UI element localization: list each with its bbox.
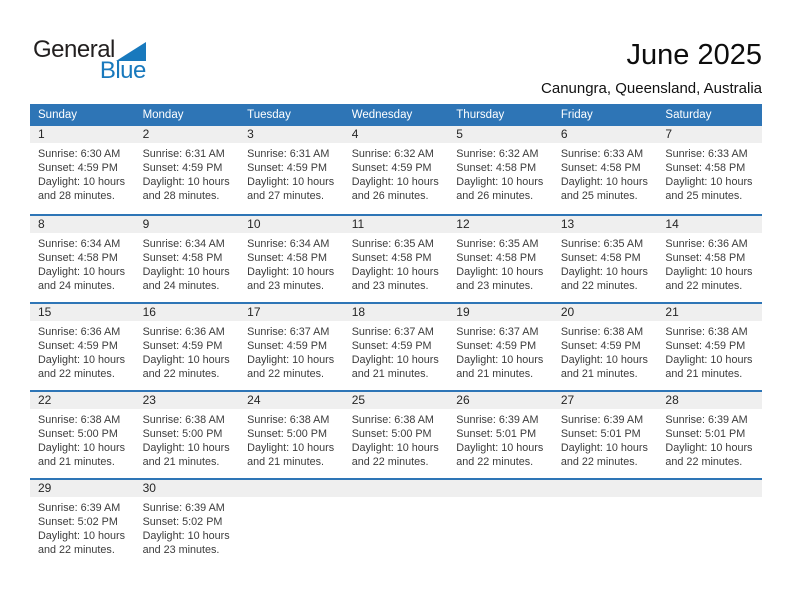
day-sunset-text: Sunset: 4:59 PM	[560, 340, 641, 352]
day-details	[553, 233, 658, 293]
day-number-empty	[344, 480, 449, 497]
day-details	[553, 321, 658, 381]
week-row-2	[30, 214, 762, 302]
day-cell-11	[344, 216, 449, 302]
day-sunrise-text: Sunrise: 6:33 AM	[560, 148, 644, 160]
logo-text-general: General	[33, 36, 115, 63]
day-cell-17	[239, 304, 344, 390]
day-sunrise-text: Sunrise: 6:35 AM	[456, 238, 539, 250]
day-daylight1-text: Daylight: 10 hours	[38, 176, 126, 188]
day-sunrise-text: Sunrise: 6:38 AM	[247, 414, 330, 426]
day-cell-26	[448, 392, 553, 478]
day-daylight1-text: Daylight: 10 hours	[456, 266, 544, 278]
day-daylight1-text: Daylight: 10 hours	[560, 354, 648, 366]
day-details	[30, 233, 135, 293]
day-daylight2-text: and 26 minutes.	[456, 190, 534, 202]
day-daylight2-text: and 21 minutes.	[456, 368, 534, 380]
day-header-sunday: Sunday	[38, 109, 78, 121]
day-number: 21	[657, 304, 762, 321]
day-daylight2-text: and 24 minutes.	[142, 280, 220, 292]
day-daylight1-text: Daylight: 10 hours	[142, 354, 230, 366]
day-details	[657, 409, 762, 469]
day-daylight1-text: Daylight: 10 hours	[665, 176, 753, 188]
day-details	[239, 143, 344, 203]
day-number: 11	[344, 216, 449, 233]
day-daylight1-text: Daylight: 10 hours	[456, 176, 544, 188]
page-title: June 2025	[626, 39, 762, 71]
day-daylight2-text: and 22 minutes.	[560, 456, 638, 468]
day-number-empty	[657, 480, 762, 497]
day-sunset-text: Sunset: 4:58 PM	[560, 162, 641, 174]
day-number: 7	[657, 126, 762, 143]
calendar-grid	[30, 126, 762, 566]
day-sunrise-text: Sunrise: 6:37 AM	[247, 326, 330, 338]
day-sunset-text: Sunset: 4:59 PM	[247, 162, 327, 174]
day-details	[657, 143, 762, 203]
day-sunrise-text: Sunrise: 6:39 AM	[38, 502, 121, 514]
day-daylight2-text: and 23 minutes.	[247, 280, 324, 292]
day-details	[239, 409, 344, 469]
day-number: 20	[553, 304, 658, 321]
day-sunrise-text: Sunrise: 6:38 AM	[560, 326, 644, 338]
day-cell-27	[553, 392, 658, 478]
day-daylight2-text: and 22 minutes.	[560, 280, 638, 292]
day-sunset-text: Sunset: 4:58 PM	[142, 252, 223, 264]
day-daylight1-text: Daylight: 10 hours	[456, 442, 544, 454]
day-sunrise-text: Sunrise: 6:39 AM	[665, 414, 748, 426]
day-cell-2	[135, 126, 240, 214]
day-details	[657, 233, 762, 293]
day-number: 10	[239, 216, 344, 233]
day-sunset-text: Sunset: 4:59 PM	[351, 162, 432, 174]
day-cell-12	[448, 216, 553, 302]
day-details	[239, 233, 344, 293]
day-cell-1	[30, 126, 135, 214]
day-daylight2-text: and 24 minutes.	[38, 280, 115, 292]
day-daylight2-text: and 23 minutes.	[456, 280, 534, 292]
day-daylight1-text: Daylight: 10 hours	[560, 176, 648, 188]
day-cell-9	[135, 216, 240, 302]
day-sunrise-text: Sunrise: 6:33 AM	[665, 148, 748, 160]
day-sunset-text: Sunset: 4:59 PM	[142, 162, 223, 174]
day-daylight2-text: and 21 minutes.	[247, 456, 324, 468]
day-cell-7	[657, 126, 762, 214]
day-daylight1-text: Daylight: 10 hours	[38, 530, 126, 542]
day-daylight2-text: and 22 minutes.	[247, 368, 324, 380]
day-daylight2-text: and 22 minutes.	[456, 456, 534, 468]
day-daylight2-text: and 21 minutes.	[38, 456, 115, 468]
day-number-empty	[239, 480, 344, 497]
day-sunset-text: Sunset: 5:01 PM	[560, 428, 641, 440]
day-daylight2-text: and 28 minutes.	[142, 190, 220, 202]
day-daylight1-text: Daylight: 10 hours	[142, 266, 230, 278]
day-daylight1-text: Daylight: 10 hours	[142, 442, 230, 454]
day-sunrise-text: Sunrise: 6:36 AM	[142, 326, 225, 338]
day-number: 18	[344, 304, 449, 321]
day-daylight2-text: and 22 minutes.	[351, 456, 429, 468]
day-details	[344, 409, 449, 469]
day-details	[448, 321, 553, 381]
day-details	[135, 233, 240, 293]
day-sunset-text: Sunset: 5:02 PM	[142, 516, 223, 528]
day-daylight2-text: and 26 minutes.	[351, 190, 429, 202]
day-number: 6	[553, 126, 658, 143]
day-details	[30, 143, 135, 203]
day-daylight1-text: Daylight: 10 hours	[665, 266, 753, 278]
day-daylight2-text: and 21 minutes.	[142, 456, 220, 468]
day-sunset-text: Sunset: 4:59 PM	[247, 340, 327, 352]
day-daylight2-text: and 21 minutes.	[665, 368, 743, 380]
day-sunrise-text: Sunrise: 6:35 AM	[560, 238, 644, 250]
day-number: 13	[553, 216, 658, 233]
day-number: 8	[30, 216, 135, 233]
day-cell-3	[239, 126, 344, 214]
day-sunset-text: Sunset: 5:00 PM	[142, 428, 223, 440]
day-daylight1-text: Daylight: 10 hours	[665, 354, 753, 366]
day-cell-15	[30, 304, 135, 390]
day-sunrise-text: Sunrise: 6:39 AM	[456, 414, 539, 426]
day-daylight1-text: Daylight: 10 hours	[142, 530, 230, 542]
day-sunset-text: Sunset: 4:58 PM	[456, 252, 537, 264]
day-header-monday: Monday	[142, 109, 184, 121]
day-sunrise-text: Sunrise: 6:31 AM	[142, 148, 225, 160]
day-cell-empty	[239, 480, 344, 566]
day-sunset-text: Sunset: 5:01 PM	[665, 428, 746, 440]
day-details	[657, 321, 762, 381]
day-header-row	[30, 104, 762, 126]
day-number: 30	[135, 480, 240, 497]
day-cell-8	[30, 216, 135, 302]
day-daylight2-text: and 22 minutes.	[142, 368, 220, 380]
day-cell-4	[344, 126, 449, 214]
day-number: 29	[30, 480, 135, 497]
day-daylight1-text: Daylight: 10 hours	[351, 354, 439, 366]
day-cell-18	[344, 304, 449, 390]
day-daylight1-text: Daylight: 10 hours	[247, 176, 335, 188]
day-sunset-text: Sunset: 4:59 PM	[665, 340, 746, 352]
day-cell-25	[344, 392, 449, 478]
day-daylight2-text: and 27 minutes.	[247, 190, 324, 202]
day-sunrise-text: Sunrise: 6:38 AM	[665, 326, 748, 338]
day-details	[344, 321, 449, 381]
day-sunset-text: Sunset: 5:00 PM	[247, 428, 327, 440]
day-sunset-text: Sunset: 4:59 PM	[142, 340, 223, 352]
day-number: 17	[239, 304, 344, 321]
day-number: 16	[135, 304, 240, 321]
day-daylight1-text: Daylight: 10 hours	[38, 266, 126, 278]
day-daylight2-text: and 25 minutes.	[560, 190, 638, 202]
day-number: 28	[657, 392, 762, 409]
logo-text-blue: Blue	[99, 57, 146, 84]
day-cell-10	[239, 216, 344, 302]
day-sunset-text: Sunset: 4:58 PM	[665, 252, 746, 264]
day-sunrise-text: Sunrise: 6:38 AM	[142, 414, 225, 426]
day-number: 12	[448, 216, 553, 233]
day-details	[239, 321, 344, 381]
day-cell-24	[239, 392, 344, 478]
day-daylight1-text: Daylight: 10 hours	[351, 442, 439, 454]
day-sunrise-text: Sunrise: 6:34 AM	[38, 238, 121, 250]
day-number: 15	[30, 304, 135, 321]
day-cell-19	[448, 304, 553, 390]
day-daylight1-text: Daylight: 10 hours	[560, 266, 648, 278]
day-cell-6	[553, 126, 658, 214]
day-sunrise-text: Sunrise: 6:39 AM	[142, 502, 225, 514]
day-cell-29	[30, 480, 135, 566]
day-number: 14	[657, 216, 762, 233]
day-daylight2-text: and 21 minutes.	[351, 368, 429, 380]
week-row-4	[30, 390, 762, 478]
day-daylight1-text: Daylight: 10 hours	[456, 354, 544, 366]
day-number: 19	[448, 304, 553, 321]
day-cell-5	[448, 126, 553, 214]
day-details	[553, 409, 658, 469]
day-daylight1-text: Daylight: 10 hours	[351, 176, 439, 188]
day-number: 4	[344, 126, 449, 143]
day-cell-20	[553, 304, 658, 390]
day-sunrise-text: Sunrise: 6:35 AM	[351, 238, 434, 250]
day-sunset-text: Sunset: 4:58 PM	[560, 252, 641, 264]
day-number: 26	[448, 392, 553, 409]
day-cell-empty	[344, 480, 449, 566]
day-sunrise-text: Sunrise: 6:30 AM	[38, 148, 121, 160]
day-details	[30, 321, 135, 381]
day-number-empty	[553, 480, 658, 497]
day-daylight2-text: and 23 minutes.	[351, 280, 429, 292]
day-header-thursday: Thursday	[456, 109, 505, 121]
day-header-tuesday: Tuesday	[247, 109, 291, 121]
day-details	[344, 143, 449, 203]
day-number: 24	[239, 392, 344, 409]
day-details	[30, 497, 135, 557]
day-daylight2-text: and 22 minutes.	[38, 544, 115, 556]
day-sunset-text: Sunset: 5:00 PM	[38, 428, 118, 440]
day-sunset-text: Sunset: 4:59 PM	[456, 340, 537, 352]
day-details	[135, 143, 240, 203]
day-sunset-text: Sunset: 4:58 PM	[665, 162, 746, 174]
day-number: 27	[553, 392, 658, 409]
general-blue-logo	[30, 38, 146, 83]
day-sunrise-text: Sunrise: 6:37 AM	[456, 326, 539, 338]
day-details	[344, 233, 449, 293]
day-sunrise-text: Sunrise: 6:39 AM	[560, 414, 644, 426]
day-daylight2-text: and 22 minutes.	[38, 368, 115, 380]
day-number: 2	[135, 126, 240, 143]
day-sunrise-text: Sunrise: 6:38 AM	[351, 414, 434, 426]
calendar	[30, 104, 762, 566]
day-daylight1-text: Daylight: 10 hours	[665, 442, 753, 454]
day-daylight2-text: and 23 minutes.	[142, 544, 220, 556]
day-number: 22	[30, 392, 135, 409]
day-sunrise-text: Sunrise: 6:31 AM	[247, 148, 330, 160]
day-header-friday: Friday	[560, 109, 593, 121]
day-cell-13	[553, 216, 658, 302]
day-number: 3	[239, 126, 344, 143]
title-block	[541, 38, 762, 97]
day-details	[448, 143, 553, 203]
day-sunrise-text: Sunrise: 6:36 AM	[665, 238, 748, 250]
day-cell-23	[135, 392, 240, 478]
day-sunrise-text: Sunrise: 6:34 AM	[247, 238, 330, 250]
day-sunset-text: Sunset: 4:58 PM	[351, 252, 432, 264]
day-sunset-text: Sunset: 4:59 PM	[38, 162, 118, 174]
day-sunset-text: Sunset: 4:58 PM	[456, 162, 537, 174]
day-number: 23	[135, 392, 240, 409]
day-daylight2-text: and 22 minutes.	[665, 280, 743, 292]
day-daylight1-text: Daylight: 10 hours	[247, 266, 335, 278]
day-daylight2-text: and 25 minutes.	[665, 190, 743, 202]
page-location: Canungra, Queensland, Australia	[541, 80, 762, 98]
page-header	[30, 38, 762, 104]
day-number: 9	[135, 216, 240, 233]
day-cell-empty	[553, 480, 658, 566]
day-number: 5	[448, 126, 553, 143]
day-cell-28	[657, 392, 762, 478]
day-cell-21	[657, 304, 762, 390]
day-cell-empty	[657, 480, 762, 566]
day-number-empty	[448, 480, 553, 497]
day-daylight1-text: Daylight: 10 hours	[38, 442, 126, 454]
day-daylight1-text: Daylight: 10 hours	[560, 442, 648, 454]
week-row-3	[30, 302, 762, 390]
day-cell-22	[30, 392, 135, 478]
day-cell-30	[135, 480, 240, 566]
day-daylight1-text: Daylight: 10 hours	[142, 176, 230, 188]
day-daylight2-text: and 21 minutes.	[560, 368, 638, 380]
week-row-5	[30, 478, 762, 566]
day-sunset-text: Sunset: 4:58 PM	[247, 252, 327, 264]
day-details	[30, 409, 135, 469]
day-sunrise-text: Sunrise: 6:32 AM	[456, 148, 539, 160]
day-details	[448, 233, 553, 293]
day-number: 25	[344, 392, 449, 409]
day-sunset-text: Sunset: 4:59 PM	[38, 340, 118, 352]
day-sunrise-text: Sunrise: 6:37 AM	[351, 326, 434, 338]
day-details	[135, 321, 240, 381]
day-daylight1-text: Daylight: 10 hours	[247, 442, 335, 454]
day-cell-14	[657, 216, 762, 302]
day-sunrise-text: Sunrise: 6:36 AM	[38, 326, 121, 338]
day-cell-16	[135, 304, 240, 390]
day-details	[448, 409, 553, 469]
day-daylight1-text: Daylight: 10 hours	[38, 354, 126, 366]
day-daylight1-text: Daylight: 10 hours	[351, 266, 439, 278]
day-daylight1-text: Daylight: 10 hours	[247, 354, 335, 366]
day-daylight2-text: and 28 minutes.	[38, 190, 115, 202]
day-sunset-text: Sunset: 5:02 PM	[38, 516, 118, 528]
day-header-saturday: Saturday	[665, 109, 712, 121]
day-sunset-text: Sunset: 5:00 PM	[351, 428, 432, 440]
day-details	[135, 409, 240, 469]
day-sunset-text: Sunset: 4:58 PM	[38, 252, 118, 264]
day-sunrise-text: Sunrise: 6:34 AM	[142, 238, 225, 250]
day-sunrise-text: Sunrise: 6:38 AM	[38, 414, 121, 426]
day-header-wednesday: Wednesday	[351, 109, 413, 121]
day-number: 1	[30, 126, 135, 143]
day-sunrise-text: Sunrise: 6:32 AM	[351, 148, 434, 160]
day-cell-empty	[448, 480, 553, 566]
day-sunset-text: Sunset: 4:59 PM	[351, 340, 432, 352]
day-details	[135, 497, 240, 557]
day-daylight2-text: and 22 minutes.	[665, 456, 743, 468]
day-sunset-text: Sunset: 5:01 PM	[456, 428, 537, 440]
day-details	[553, 143, 658, 203]
week-row-1	[30, 126, 762, 214]
